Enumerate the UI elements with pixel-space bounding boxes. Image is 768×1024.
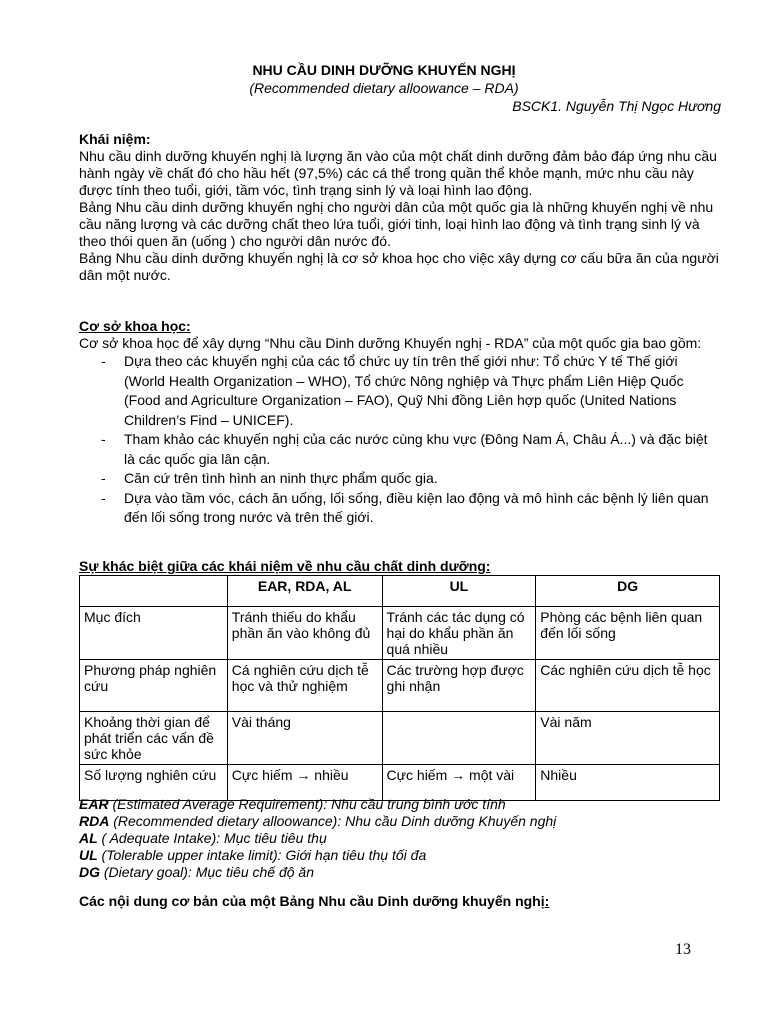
table-cell: Cá nghiên cứu dịch tễ học và thử nghiệm xyxy=(227,660,382,712)
definition-abbr: EAR xyxy=(79,796,109,812)
table-row xyxy=(80,660,720,712)
concept-section xyxy=(79,131,719,284)
comparison-table xyxy=(79,575,720,801)
document-subtitle: (Recommended dietary alloowance – RDA) xyxy=(249,80,519,96)
table-row xyxy=(80,712,720,765)
table-header-row xyxy=(80,576,720,607)
column-header: UL xyxy=(382,576,536,607)
table-cell: Các nghiên cứu dịch tễ học xyxy=(536,660,720,712)
table-cell: Khoảng thời gian để phát triển các vấn đề sức khỏe xyxy=(80,712,228,765)
definition-text: (Recommended dietary alloowance): Nhu cầu Dinh dưỡng Khuyến nghị xyxy=(109,813,557,829)
table-cell: Mục đích xyxy=(80,607,228,660)
table-cell: Vài tháng xyxy=(227,712,382,765)
list-item-text: Dựa vào tầm vóc, cách ăn uống, lối sống, điều kiện lao động và mô hình các bệnh lý liên quan đến lối sống trong nước và trên thế giới. xyxy=(124,489,709,525)
definition-text: (Tolerable upper intake limit): Giới hạn tiêu thụ tối đa xyxy=(97,847,427,863)
definition-line xyxy=(79,830,556,847)
table-cell: Các trường hợp được ghi nhận xyxy=(382,660,536,712)
definition-line xyxy=(79,864,556,881)
concept-paragraph: Bảng Nhu cầu dinh dưỡng khuyến nghị là cơ sở khoa học cho việc xây dựng cơ cấu bữa ăn của người dân một nước. xyxy=(79,250,719,283)
table-row xyxy=(80,607,720,660)
definition-text: ( Adequate Intake): Mục tiêu tiêu thụ xyxy=(97,830,327,846)
author-line: BSCK1. Nguyễn Thị Ngọc Hương xyxy=(512,98,721,114)
bullet-dash: - xyxy=(101,431,106,447)
definition-abbr: RDA xyxy=(79,813,110,829)
table-cell: Nhiều xyxy=(536,765,720,801)
column-header: DG xyxy=(536,576,720,607)
contents-heading-text: Các nội dung cơ bản của một Bảng Nhu cầu Dinh dưỡng khuyến nghị xyxy=(79,893,545,909)
list-item xyxy=(79,430,719,469)
abbreviation-definitions xyxy=(79,796,556,881)
concept-paragraph: Nhu cầu dinh dưỡng khuyến nghị là lượng ăn vào của một chất dinh dưỡng đảm bảo đáp ứng nhu cầu hành ngày về chất đó cho hầu hết (97,5%) các cá thể trong quần thể khỏe mạnh, mức nhu cầu này được tính theo tuổi, giới, tầm vóc, tình trạng sinh lý và loại hình lao động. xyxy=(79,148,717,198)
list-item xyxy=(79,469,719,489)
bullet-dash: - xyxy=(101,470,106,486)
column-header: EAR, RDA, AL xyxy=(227,576,382,607)
basis-intro: Cơ sở khoa học để xây dựng “Nhu cầu Dinh dưỡng Khuyến nghị - RDA” của một quốc gia bao gồm: xyxy=(79,335,702,351)
definition-abbr: UL xyxy=(79,847,98,863)
table-cell: Phòng các bệnh liên quan đến lối sống xyxy=(536,607,720,660)
table-cell: Tránh thiếu do khẩu phần ăn vào không đủ xyxy=(227,607,382,660)
concept-paragraph: Bảng Nhu cầu dinh dưỡng khuyến nghị cho người dân của một quốc gia là những khuyến nghị về nhu cầu năng lượng và các dưỡng chất theo lứa tuổi, giới tinh, loại hình lao động và tình trạng sinh lý và theo thói quen ăn (uống ) cho người dân nước đó. xyxy=(79,199,714,249)
definition-abbr: AL xyxy=(79,830,98,846)
basis-section xyxy=(79,318,719,528)
list-item-text: Tham khảo các khuyến nghị của các nước cùng khu vực (Đông Nam Á, Châu Á...) và đặc biệt là các quốc gia lân cận. xyxy=(124,431,708,467)
table-cell: Số lượng nghiên cứu xyxy=(80,765,228,801)
table-cell: Vài năm xyxy=(536,712,720,765)
column-header xyxy=(80,576,228,607)
document-title: NHU CẦU DINH DƯỠNG KHUYẾN NGHỊ xyxy=(252,62,516,78)
list-item-text: Dựa theo các khuyến nghị của các tổ chức uy tín trên thế giới như: Tổ chức Y tế Thế giới (World Health Organization – WHO), Tổ chức Nông nghiệp và Thực phẩm Liên Hiệp Quốc (Food and Agriculture Organization – FAO), Quỹ Nhi đồng Liên hợp quốc (United Nations Children’s Find – UNICEF). xyxy=(124,353,684,428)
contents-heading-colon: : xyxy=(544,893,550,909)
definition-abbr: DG xyxy=(79,864,100,880)
basis-heading: Cơ sở khoa học: xyxy=(79,318,191,334)
comparison-heading: Sự khác biệt giữa các khái niệm về nhu cầu chất dinh dưỡng: xyxy=(79,558,491,574)
definition-line xyxy=(79,796,556,813)
concept-heading: Khái niệm: xyxy=(79,131,151,147)
bullet-dash: - xyxy=(101,489,106,506)
table-cell: Cực hiếm → một vài xyxy=(382,765,536,801)
definition-text: (Dietary goal): Mục tiêu chế độ ăn xyxy=(100,864,314,880)
definition-line xyxy=(79,847,556,864)
table-cell: Cực hiếm → nhiều xyxy=(227,765,382,801)
contents-heading xyxy=(79,893,549,909)
page-number: 13 xyxy=(675,941,691,958)
table-cell: Tránh các tác dụng có hại do khẩu phần ăn quá nhiều xyxy=(382,607,536,660)
basis-list xyxy=(79,352,719,528)
definition-line xyxy=(79,813,556,830)
list-item-text: Căn cứ trên tình hình an ninh thực phẩm quốc gia. xyxy=(124,470,438,486)
bullet-dash: - xyxy=(101,353,106,369)
list-item xyxy=(79,489,719,528)
list-item xyxy=(79,352,719,430)
table-cell xyxy=(382,712,536,765)
definition-text: (Estimated Average Requirement): Nhu cầu trung bình ước tính xyxy=(108,796,506,812)
table-cell: Phương pháp nghiên cứu xyxy=(80,660,228,712)
